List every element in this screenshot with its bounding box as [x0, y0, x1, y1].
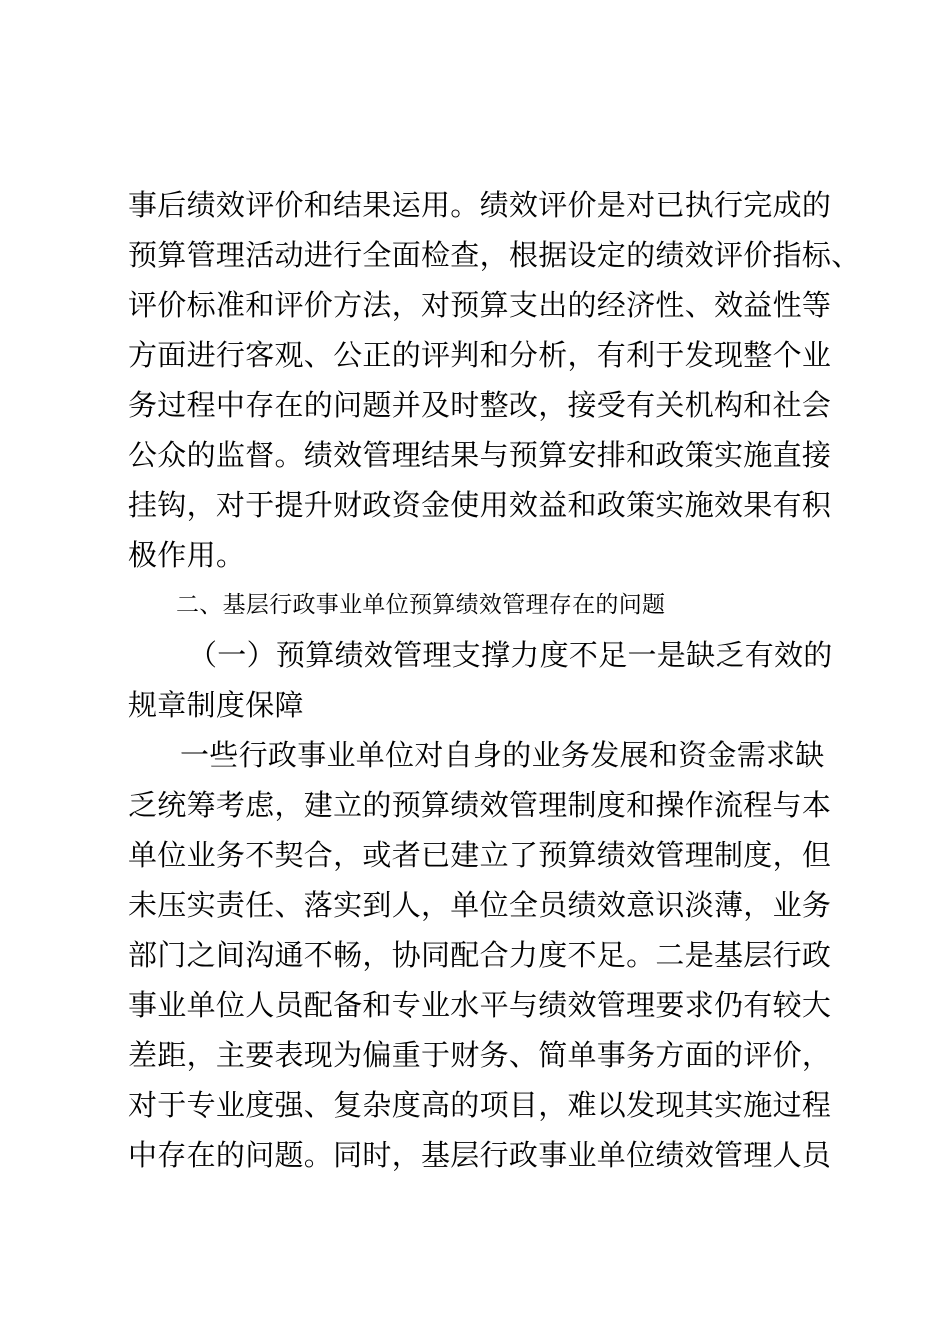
paragraph-2-line-3: 单位业务不契合，或者已建立了预算绩效管理制度，但 [128, 838, 832, 872]
paragraph-1-line-7: 挂钩，对于提升财政资金使用效益和政策实施效果有积 [128, 488, 832, 522]
paragraph-1-line-5: 务过程中存在的问题并及时整改，接受有关机构和社会 [128, 388, 832, 422]
subheading-line-2: 规章制度保障 [128, 688, 304, 722]
paragraph-1-line-4: 方面进行客观、公正的评判和分析，有利于发现整个业 [128, 338, 832, 372]
paragraph-1-line-2: 预算管理活动进行全面检查，根据设定的绩效评价指标、 [128, 238, 861, 272]
section-heading: 二、基层行政事业单位预算绩效管理存在的问题 [176, 592, 666, 618]
paragraph-2-line-7: 差距，主要表现为偏重于财务、简单事务方面的评价， [128, 1038, 832, 1072]
paragraph-2-line-4: 未压实责任、落实到人，单位全员绩效意识淡薄，业务 [128, 888, 832, 922]
paragraph-1-line-6: 公众的监督。绩效管理结果与预算安排和政策实施直接 [128, 438, 832, 472]
paragraph-1-line-8: 极作用。 [128, 538, 246, 572]
paragraph-1-line-3: 评价标准和评价方法，对预算支出的经济性、效益性等 [128, 288, 832, 322]
paragraph-2-line-9: 中存在的问题。同时，基层行政事业单位绩效管理人员 [128, 1138, 832, 1172]
paragraph-1-line-1: 事后绩效评价和结果运用。绩效评价是对已执行完成的 [128, 188, 832, 222]
paragraph-2-line-2: 乏统筹考虑，建立的预算绩效管理制度和操作流程与本 [128, 788, 832, 822]
paragraph-2-line-6: 事业单位人员配备和专业水平与绩效管理要求仍有较大 [128, 988, 832, 1022]
paragraph-2-line-5: 部门之间沟通不畅，协同配合力度不足。二是基层行政 [128, 938, 832, 972]
paragraph-2-line-1: 一些行政事业单位对自身的业务发展和资金需求缺 [180, 738, 825, 772]
subheading-line-1: （一）预算绩效管理支撑力度不足一是缺乏有效的 [188, 638, 833, 672]
paragraph-2-line-8: 对于专业度强、复杂度高的项目，难以发现其实施过程 [128, 1088, 832, 1122]
